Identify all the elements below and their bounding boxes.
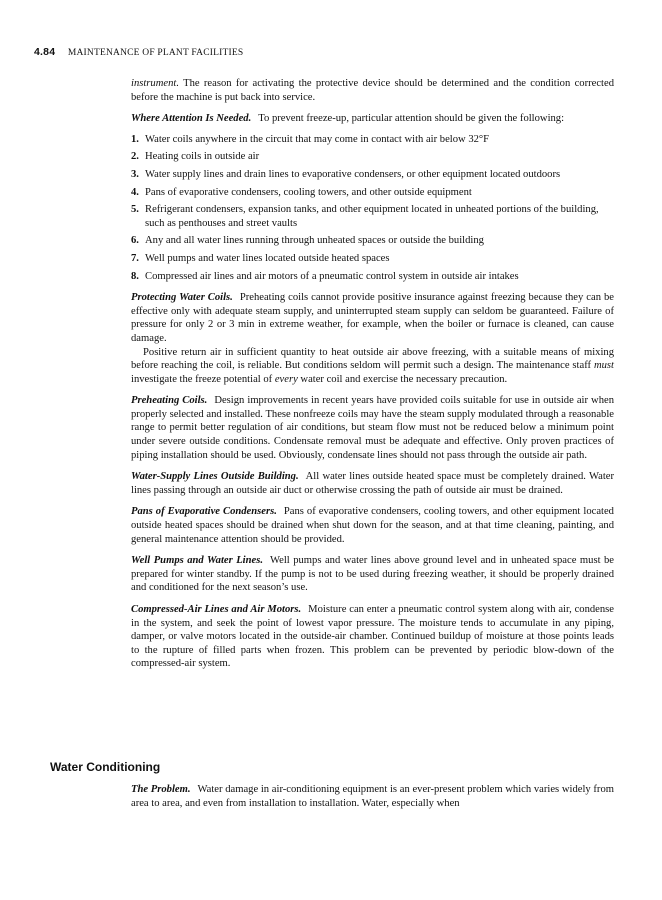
- where-attention-text: To prevent freeze-up, particular attention should be given the following:: [258, 113, 565, 125]
- paragraph-text: investigate the freeze potential of: [131, 373, 275, 385]
- protecting-coils-paragraph: [131, 291, 614, 345]
- list-text: Water supply lines and drain lines to evaporative condensers, or other equipment located outdoors: [145, 168, 561, 180]
- emphasis: every: [274, 373, 298, 385]
- list-item: [131, 234, 614, 248]
- section-title: Water Conditioning: [50, 760, 161, 774]
- protecting-coils-paragraph-2: [131, 346, 614, 387]
- body-text: [131, 77, 614, 671]
- well-pumps-text: Well pumps and water lines above ground level and in unheated space must be prepared for winter standby. If the pump is not to be used during freezing weather, it should be properly drained and conditioned for the next season’s use.: [131, 555, 614, 594]
- paragraph-text: water coil and exercise the necessary precaution.: [297, 373, 508, 385]
- list-text: Refrigerant condensers, expansion tanks, and other equipment located in unheated portions of the building, such as penthouses and street vaults: [145, 204, 599, 229]
- intro-lead: instrument.: [131, 78, 179, 89]
- water-supply-heading: Water-Supply Lines Outside Building.: [131, 471, 299, 483]
- protecting-coils-heading: Protecting Water Coils.: [131, 292, 233, 304]
- compressed-air-heading: Compressed-Air Lines and Air Motors.: [131, 604, 302, 615]
- running-header: [34, 46, 634, 58]
- protecting-coils-text: Preheating coils cannot provide positive insurance against freezing because they can be effective only with adequate steam supply, and uninterrupted steam supply can seldom be guaranteed. Failure of pressure for only 2 or 3 min in extreme weather, for example, when the boiler or furnace is cleaned, can cause damage.: [131, 292, 614, 344]
- intro-text: The reason for activating the protective device should be determined and the condition corrected before the machine is put back into service.: [131, 78, 614, 103]
- section-body: [131, 783, 614, 810]
- list-item: [131, 203, 614, 230]
- compressed-air-paragraph: [131, 603, 614, 671]
- list-item: [131, 133, 614, 147]
- list-number: 7.: [131, 252, 139, 264]
- list-text: Compressed air lines and air motors of a pneumatic control system in outside air intakes: [145, 270, 519, 282]
- pans-heading: Pans of Evaporative Condensers.: [131, 506, 277, 518]
- intro-paragraph: [131, 77, 614, 104]
- list-text: Any and all water lines running through unheated spaces or outside the building: [145, 235, 484, 247]
- paragraph-text: Positive return air in sufficient quantity to heat outside air above freezing, with a suitable means of mixing before reaching the coil, is reliable. But conditions seldom will permit such a design. The maintenance staff: [131, 346, 614, 372]
- list-number: 4.: [131, 186, 139, 198]
- well-pumps-heading: Well Pumps and Water Lines.: [131, 555, 263, 567]
- compressed-air-text: Moisture can enter a pneumatic control system along with air, condense in the system, and seek the point of lowest vapor pressure. The moisture tends to accumulate in any piping, damper, or valve motors located in the outside-air chamber. Continued buildup of moisture at those points leads to the rupture of filled parts when frozen. This problem can be prevented by periodic blow-down of the compressed-air system.: [131, 604, 614, 670]
- preheating-coils-paragraph: [131, 394, 614, 462]
- list-number: 3.: [131, 168, 139, 180]
- emphasis: must: [593, 360, 614, 372]
- freeze-list: [131, 133, 614, 283]
- preheating-coils-text: Design improvements in recent years have provided coils suitable for use in outside air when properly selected and installed. These nonfreeze coils may have the steam supply modulated through a reasonable range to permit better regulation of air conditions, but steam flow must not be reduced below a minimum point under severe outside conditions. Condensate removal must be adequate and effective. Only proven practices of piping installation should be used. Obviously, condensate lines should not pass through the outside air path.: [131, 395, 614, 461]
- pans-paragraph: [131, 505, 614, 546]
- list-number: 2.: [131, 151, 139, 163]
- problem-heading: The Problem.: [131, 784, 191, 795]
- running-title: MAINTENANCE OF PLANT FACILITIES: [67, 48, 244, 58]
- where-attention-heading: Where Attention Is Needed.: [131, 113, 252, 125]
- pans-text: Pans of evaporative condensers, cooling towers, and other equipment located outside heated spaces should be drained when shut down for the season, and at that time cleaning, painting, and general maintenance attention should be provided.: [131, 506, 614, 545]
- list-item: [131, 252, 614, 266]
- water-supply-text: All water lines outside heated space must be completely drained. Water lines passing through an outside air duct or otherwise crossing the path of outside air must be drained.: [131, 471, 615, 496]
- list-text: Pans of evaporative condensers, cooling towers, and other outside equipment: [145, 186, 472, 198]
- preheating-coils-heading: Preheating Coils.: [131, 395, 208, 407]
- list-text: Well pumps and water lines located outside heated spaces: [145, 252, 390, 264]
- list-number: 6.: [131, 235, 139, 247]
- list-number: 1.: [131, 133, 139, 145]
- list-item: [131, 168, 614, 182]
- list-item: [131, 150, 614, 164]
- list-number: 8.: [131, 270, 139, 282]
- list-item: [131, 186, 614, 200]
- well-pumps-paragraph: [131, 554, 614, 595]
- problem-text: Water damage in air-conditioning equipment is an ever-present problem which varies widely from area to area, and even from installation to installation. Water, especially when: [131, 784, 614, 809]
- problem-paragraph: [131, 783, 614, 810]
- page-number: 4.84: [34, 46, 56, 58]
- where-attention-paragraph: [131, 112, 614, 126]
- water-supply-paragraph: [131, 470, 614, 497]
- list-text: Water coils anywhere in the circuit that may come in contact with air below 32°F: [145, 133, 490, 145]
- list-item: [131, 270, 614, 284]
- list-text: Heating coils in outside air: [145, 151, 260, 163]
- list-number: 5.: [131, 204, 139, 216]
